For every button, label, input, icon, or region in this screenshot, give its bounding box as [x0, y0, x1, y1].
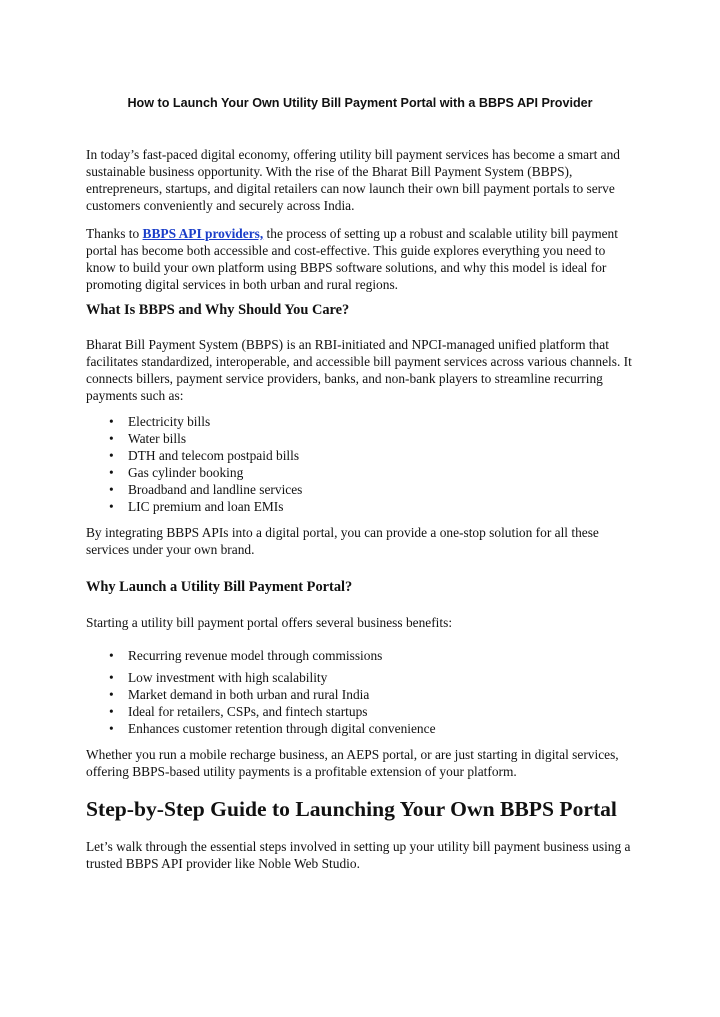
providers-paragraph	[86, 225, 638, 293]
bbps-integration-paragraph: By integrating BBPS APIs into a digital portal, you can provide a one-stop solution for all these services under your own brand.	[86, 525, 599, 557]
section-heading-what-is-bbps: What Is BBPS and Why Should You Care?	[86, 302, 350, 318]
section-heading-step-by-step: Step-by-Step Guide to Launching Your Own BBPS Portal	[86, 797, 617, 821]
bullet-icon: •	[109, 448, 114, 463]
benefits-list	[86, 669, 638, 737]
list-item: • Recurring revenue model through commissions	[109, 648, 383, 663]
bullet-icon: •	[109, 704, 114, 719]
list-item: • Broadband and landline services	[109, 482, 303, 497]
list-item: • Water bills	[109, 431, 187, 446]
providers-paragraph-lead: Thanks to	[86, 226, 143, 241]
bullet-icon: •	[109, 431, 114, 446]
document-title: How to Launch Your Own Utility Bill Payment Portal with a BBPS API Provider	[127, 96, 593, 110]
bill-types-list	[86, 413, 638, 515]
list-item: • Low investment with high scalability	[109, 670, 328, 685]
section-heading-why-launch: Why Launch a Utility Bill Payment Portal?	[86, 579, 353, 595]
bullet-icon: •	[109, 670, 114, 685]
walkthrough-paragraph: Let’s walk through the essential steps involved in setting up your utility bill payment business using a trusted BBPS API provider like Noble Web Studio.	[86, 839, 631, 871]
list-item: • DTH and telecom postpaid bills	[109, 448, 300, 463]
list-item: • Gas cylinder booking	[109, 465, 244, 480]
bbps-api-providers-link[interactable]: BBPS API providers,	[142, 226, 264, 241]
bbps-description-paragraph: Bharat Bill Payment System (BBPS) is an RBI-initiated and NPCI-managed unified platform that facilitates standardized, interoperable, and accessible bill payment services across various channels. It connects billers, payment service providers, banks, and non-bank players to streamline recurring payments such as:	[86, 337, 632, 403]
intro-paragraph: In today’s fast-paced digital economy, offering utility bill payment services has become a smart and sustainable business opportunity. With the rise of the Bharat Bill Payment System (BBPS), entrepreneurs, startups, and digital retailers can now launch their own bill payment portals to serve customers conveniently and securely across India.	[86, 147, 620, 213]
bullet-icon: •	[109, 465, 114, 480]
providers-paragraph-rest: the process of setting up a robust and scalable utility bill payment portal has become both accessible and cost-effective. This guide explores everything you need to know to build your own platform using BBPS software solutions, and why this model is ideal for promoting digital services in both urban and rural regions.	[86, 226, 618, 292]
benefits-list-first	[86, 647, 638, 664]
profitable-extension-paragraph: Whether you run a mobile recharge business, an AEPS portal, or are just starting in digital services, offering BBPS-based utility payments is a profitable extension of your platform.	[86, 747, 619, 779]
bullet-icon: •	[109, 482, 114, 497]
list-item: • LIC premium and loan EMIs	[109, 499, 284, 514]
list-item: • Ideal for retailers, CSPs, and fintech startups	[109, 704, 368, 719]
bullet-icon: •	[109, 721, 114, 736]
list-item: • Enhances customer retention through digital convenience	[109, 721, 436, 736]
bullet-icon: •	[109, 648, 114, 663]
benefits-intro-paragraph: Starting a utility bill payment portal offers several business benefits:	[86, 615, 453, 630]
bullet-icon: •	[109, 499, 114, 514]
list-item: • Electricity bills	[109, 414, 211, 429]
bullet-icon: •	[109, 687, 114, 702]
list-item: • Market demand in both urban and rural India	[109, 687, 370, 702]
bullet-icon: •	[109, 414, 114, 429]
